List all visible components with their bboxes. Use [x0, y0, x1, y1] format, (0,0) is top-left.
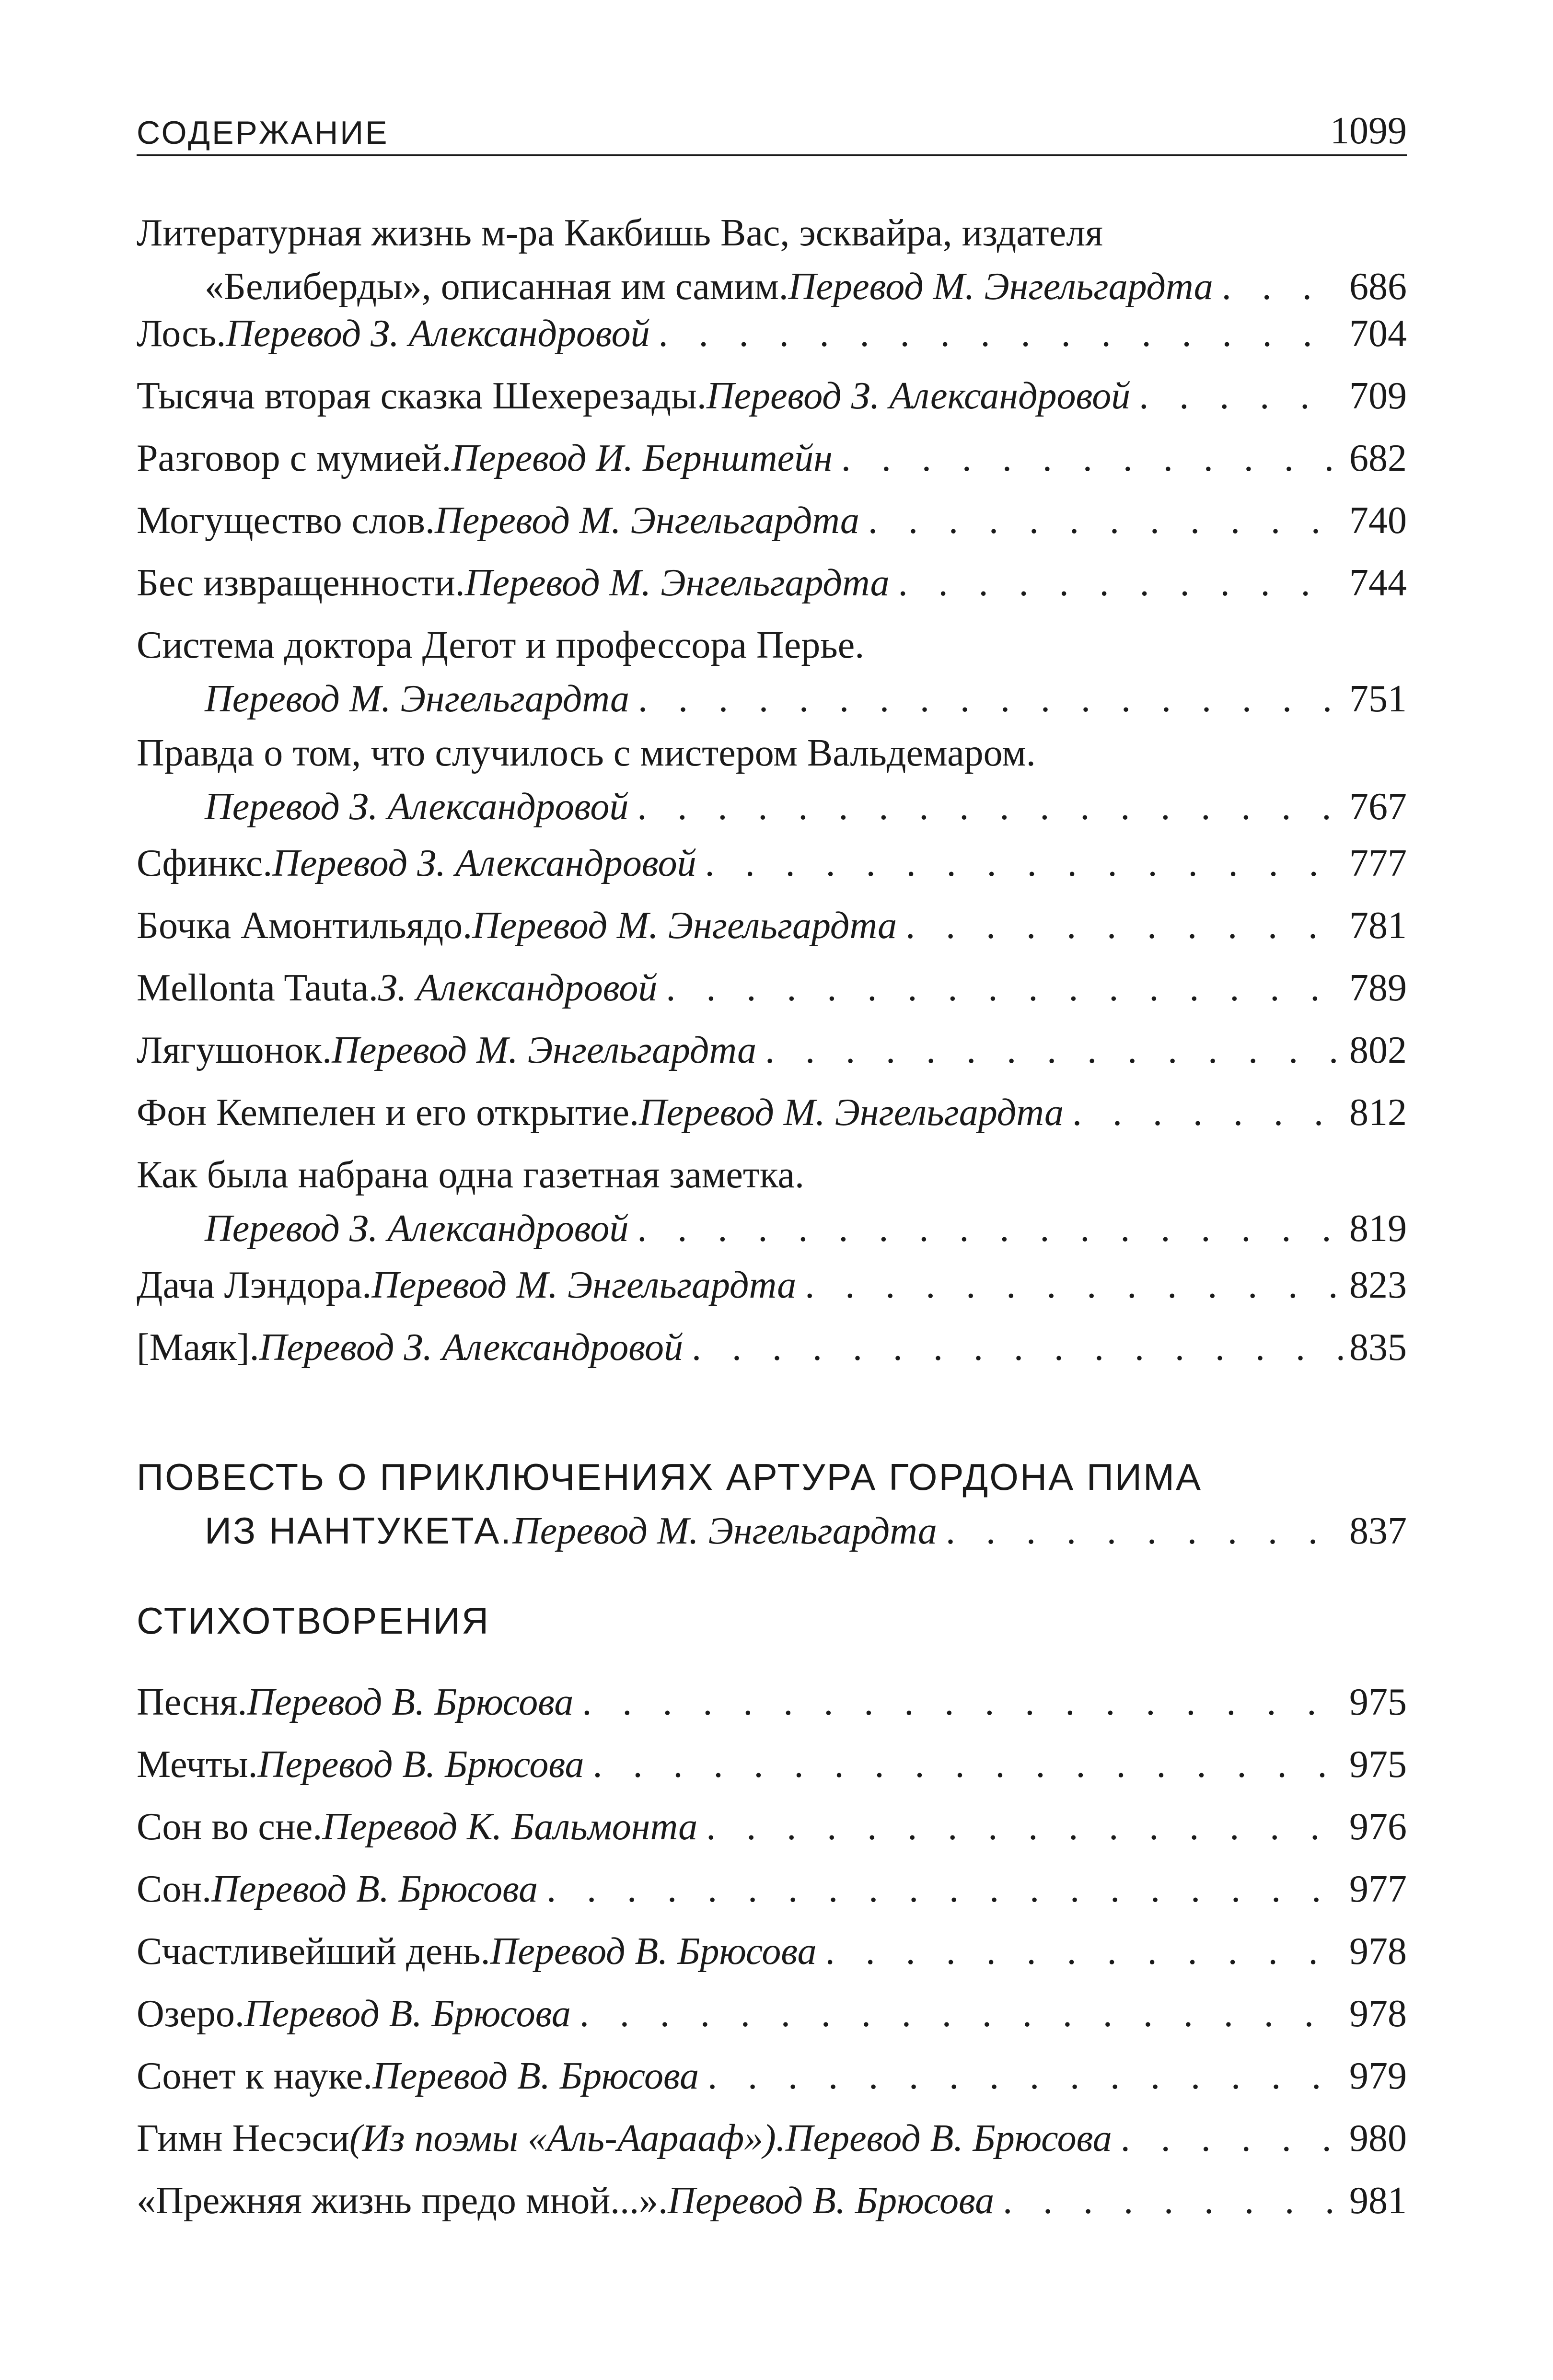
dot-leader: [699, 2049, 1343, 2103]
toc-entry[interactable]: [137, 1023, 1407, 1077]
entry-title-line1: Система доктора Дегот и профессора Перье.: [137, 624, 865, 666]
running-head: [137, 104, 1407, 157]
dot-leader: [1112, 2112, 1343, 2165]
entry-title: Бес извращенности.: [137, 562, 465, 604]
running-title: СОДЕРЖАНИЕ: [137, 115, 389, 151]
entry-page: 980: [1349, 2117, 1407, 2159]
entry-page: 978: [1349, 1930, 1407, 1973]
toc-entry[interactable]: [137, 1148, 1407, 1255]
entry-page: 978: [1349, 1993, 1407, 2035]
dot-leader: [683, 1321, 1343, 1374]
entry-page: 767: [1349, 786, 1407, 828]
dot-leader: [657, 961, 1343, 1015]
toc-entry[interactable]: [137, 1987, 1407, 2041]
entry-title: Лягушонок.: [137, 1029, 332, 1071]
entry-title: Озеро.: [137, 1993, 244, 2035]
toc-entry[interactable]: [137, 2174, 1407, 2228]
entry-page: 819: [1349, 1207, 1407, 1250]
dot-leader: [890, 556, 1343, 610]
entry-title: Песня.: [137, 1681, 247, 1723]
entry-title: Дача Лэндора.: [137, 1264, 372, 1306]
entry-title: Счастливейший день.: [137, 1930, 490, 1973]
dot-leader: [994, 2174, 1343, 2228]
entry-title: «Белиберды», описанная им самим.: [205, 266, 788, 308]
entry-title: Сонет к науке.: [137, 2055, 373, 2097]
entry-translator: Перевод М. Энгельгардта: [434, 499, 859, 542]
dot-leader: [650, 307, 1343, 360]
toc-entry[interactable]: [137, 1800, 1407, 1854]
toc-entry[interactable]: [137, 2112, 1407, 2165]
entry-translator: Перевод К. Бальмонта: [322, 1806, 698, 1848]
header-rule: [137, 154, 1407, 156]
entry-page: 981: [1349, 2180, 1407, 2222]
entry-translator: Перевод М. Энгельгардта: [371, 1264, 797, 1306]
entry-translator: Перевод М. Энгельгардта: [332, 1029, 757, 1071]
novel-title-line1: ПОВЕСТЬ О ПРИКЛЮЧЕНИЯХ АРТУРА ГОРДОНА ПИМА: [137, 1456, 1203, 1498]
entry-page: 751: [1349, 678, 1407, 720]
entry-translator: Перевод М. Энгельгардта: [205, 678, 629, 720]
entry-page: 976: [1349, 1806, 1407, 1848]
dot-leader: [817, 1925, 1343, 1978]
entry-page: 740: [1349, 499, 1407, 542]
entry-translator: Перевод З. Александровой: [205, 786, 629, 828]
novel-title: ИЗ НАНТУКЕТА.: [205, 1509, 512, 1552]
dot-leader: [937, 1504, 1343, 1558]
entry-page: 709: [1349, 375, 1407, 417]
entry-translator: Перевод З. Александровой: [706, 375, 1131, 417]
entry-page: 812: [1349, 1091, 1407, 1134]
dot-leader: [629, 672, 1343, 726]
toc-entry[interactable]: [137, 726, 1407, 834]
entry-page: 835: [1349, 1326, 1407, 1369]
entry-page: 704: [1349, 313, 1407, 355]
entry-translator: Перевод В. Брюсова: [257, 1743, 584, 1786]
toc-entry[interactable]: [137, 1925, 1407, 1978]
entry-translator: Перевод В. Брюсова: [244, 1993, 571, 2035]
entry-title: Mellonta Tauta.: [137, 967, 378, 1009]
entry-page: 975: [1349, 1743, 1407, 1786]
entry-page: 686: [1349, 266, 1407, 308]
toc-entry[interactable]: [137, 556, 1407, 610]
entry-translator: Перевод В. Брюсова: [490, 1930, 817, 1973]
entry-title: Тысяча вторая сказка Шехерезады.: [137, 375, 707, 417]
entry-title: Мечты.: [137, 1743, 258, 1786]
dot-leader: [571, 1987, 1343, 2041]
entry-title: Сон.: [137, 1868, 212, 1910]
toc-entry[interactable]: [137, 1321, 1407, 1374]
dot-leader: [628, 780, 1343, 834]
toc-entry[interactable]: [137, 307, 1407, 360]
entry-translator: Перевод М. Энгельгардта: [464, 562, 890, 604]
entry-page: 781: [1349, 905, 1407, 947]
toc-entry[interactable]: [137, 1086, 1407, 1139]
entry-translator: З. Александровой: [378, 967, 658, 1009]
entry-title: Бочка Амонтильядо.: [137, 905, 473, 947]
dot-leader: [573, 1675, 1343, 1729]
entry-page: 682: [1349, 437, 1407, 479]
entry-page: 977: [1349, 1868, 1407, 1910]
entry-translator: Перевод М. Энгельгардта: [788, 266, 1213, 308]
dot-leader: [897, 899, 1343, 952]
entry-translator: Перевод З. Александровой: [259, 1326, 683, 1369]
entry-page: 823: [1349, 1264, 1407, 1306]
entry-page: 777: [1349, 842, 1407, 884]
entry-title: Разговор с мумией.: [137, 437, 452, 479]
entry-translator: Перевод В. Брюсова: [668, 2180, 995, 2222]
entry-page: 789: [1349, 967, 1407, 1009]
toc-entry[interactable]: [137, 1862, 1407, 1916]
entry-translator: Перевод В. Брюсова: [247, 1681, 574, 1723]
entry-translator: Перевод М. Энгельгардта: [472, 905, 897, 947]
toc-entry[interactable]: [137, 961, 1407, 1015]
dot-leader: [756, 1023, 1343, 1077]
entry-translator: Перевод В. Брюсова: [372, 2055, 699, 2097]
toc-entry[interactable]: [137, 899, 1407, 952]
toc-entry[interactable]: [137, 369, 1407, 423]
entry-translator: Перевод М. Энгельгардта: [512, 1510, 937, 1552]
entry-page: 975: [1349, 1681, 1407, 1723]
entry-translator: Перевод З. Александровой: [226, 313, 650, 355]
entry-title: Лось.: [137, 313, 226, 355]
entry-translator: Перевод И. Бернштейн: [451, 437, 833, 479]
dot-leader: [1064, 1086, 1343, 1139]
dot-leader: [696, 836, 1343, 890]
dot-leader: [1130, 369, 1343, 423]
toc-entry[interactable]: [137, 1738, 1407, 1791]
entry-translator: Перевод З. Александровой: [272, 842, 696, 884]
toc-entry[interactable]: [137, 836, 1407, 890]
entry-title-line1: Правда о том, что случилось с мистером Вальдемаром.: [137, 732, 1036, 774]
dot-leader: [697, 1800, 1343, 1854]
dot-leader: [1213, 260, 1343, 313]
entry-translator: Перевод В. Брюсова: [211, 1868, 538, 1910]
entry-page: 802: [1349, 1029, 1407, 1071]
toc-entry[interactable]: [137, 206, 1407, 313]
entry-title: Фон Кемпелен и его открытие.: [137, 1091, 639, 1134]
dot-leader: [538, 1862, 1343, 1916]
entry-title-line1: Литературная жизнь м-ра Какбишь Вас, эсквайра, издателя: [137, 212, 1103, 254]
toc-entry[interactable]: [137, 1258, 1407, 1312]
dot-leader: [859, 494, 1343, 547]
dot-leader: [584, 1738, 1343, 1791]
toc-entry[interactable]: [137, 494, 1407, 547]
dot-leader: [628, 1202, 1343, 1255]
entry-page: 979: [1349, 2055, 1407, 2097]
dot-leader: [796, 1258, 1343, 1312]
entry-title-line1: Как была набрана одна газетная заметка.: [137, 1154, 805, 1196]
entry-translator: Перевод З. Александровой: [205, 1207, 629, 1250]
entry-page: 744: [1349, 562, 1407, 604]
toc-entry[interactable]: [137, 1675, 1407, 1729]
section-heading-poems: СТИХОТВОРЕНИЯ: [137, 1600, 490, 1642]
entry-subtitle: (Из поэмы «Аль-Аарааф»).: [349, 2117, 786, 2159]
toc-entry-novel[interactable]: [137, 1450, 1407, 1557]
entry-title: [Маяк].: [137, 1326, 259, 1369]
dot-leader: [833, 431, 1343, 485]
toc-entry[interactable]: [137, 2049, 1407, 2103]
entry-title: «Прежняя жизнь предо мной...».: [137, 2180, 668, 2222]
entry-title: Сфинкс.: [137, 842, 273, 884]
entry-translator: Перевод В. Брюсова: [785, 2117, 1112, 2159]
entry-title: Гимн Несэси: [137, 2117, 349, 2159]
entry-title: Сон во сне.: [137, 1806, 323, 1848]
entry-title: Могущество слов.: [137, 499, 435, 542]
entry-page: 837: [1349, 1510, 1407, 1552]
entry-translator: Перевод М. Энгельгардта: [638, 1091, 1064, 1134]
toc-entry[interactable]: [137, 431, 1407, 485]
page-number: 1099: [1330, 110, 1407, 152]
toc-entry[interactable]: [137, 618, 1407, 726]
